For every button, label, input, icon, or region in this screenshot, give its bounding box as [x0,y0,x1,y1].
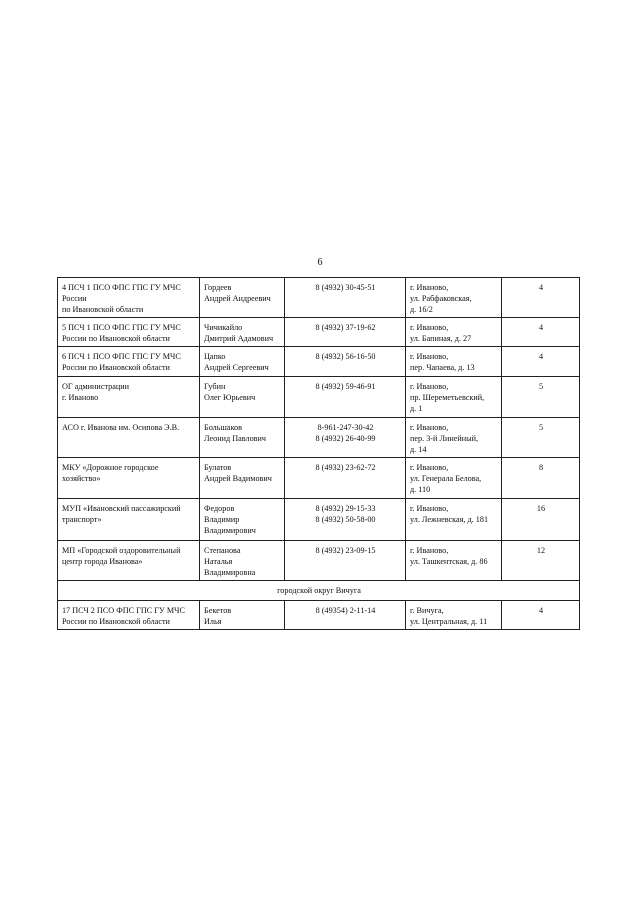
address-line: ул. Генерала Белова, [410,474,482,483]
address-cell [406,601,502,630]
contact-name-line: Степанова [204,546,241,555]
phone-line: 8 (4932) 26-40-99 [315,434,376,443]
table-row [58,318,580,347]
contact-name-line: Чичикайло [204,323,243,332]
phone-line: 8 (4932) 23-09-15 [315,546,376,555]
address-line: г. Иваново, [410,504,449,513]
organization-line: МП «Городской оздоровительный [62,546,181,555]
contact-name-cell [200,601,285,630]
address-line: пер. Чапаева, д. 13 [410,363,475,372]
contact-name-cell [200,377,285,418]
organization-cell [58,377,200,418]
contact-name-line: Бекетов [204,606,232,615]
table-row [58,541,580,581]
count-cell: 12 [502,541,580,581]
address-cell [406,499,502,541]
address-line: г. Иваново, [410,423,449,432]
contact-name-line: Дмитрий Адамович [204,334,274,343]
address-line: ул. Ташкентская, д. 86 [410,557,488,566]
phone-line: 8 (4932) 59-46-91 [315,382,376,391]
phone-cell [285,377,406,418]
contact-name-cell [200,347,285,377]
address-line: д. 16/2 [410,305,433,314]
contact-name-cell [200,418,285,458]
phone-cell [285,541,406,581]
organization-cell [58,541,200,581]
address-cell [406,278,502,318]
contact-name-line: Андрей Андреевич [204,294,271,303]
address-cell [406,541,502,581]
contact-name-cell [200,499,285,541]
organization-line: центр города Иванова» [62,557,143,566]
count-cell: 5 [502,418,580,458]
contact-name-line: Андрей Сергеевич [204,363,269,372]
contact-name-line: Цапко [204,352,226,361]
organization-cell [58,318,200,347]
phone-line: 8 (4932) 23-62-72 [315,463,376,472]
address-line: ул. Бапиная, д. 27 [410,334,472,343]
organization-line: по Ивановской области [62,305,144,314]
contact-name-cell [200,278,285,318]
phone-line: 8 (49354) 2-11-14 [315,606,376,615]
organization-line: России по Ивановской области [62,617,170,626]
address-line: г. Иваново, [410,283,449,292]
contact-name-line: Губин [204,382,226,391]
organization-cell [58,347,200,377]
contact-name-line: Владимировна [204,568,256,577]
phone-cell [285,318,406,347]
contact-name-line: Наталья [204,557,233,566]
organization-cell [58,601,200,630]
section-row [58,581,580,601]
section-heading: городской округ Вичуга [58,581,580,601]
count-cell: 8 [502,458,580,499]
count-cell: 4 [502,278,580,318]
phone-cell [285,499,406,541]
table-row [58,377,580,418]
address-cell [406,418,502,458]
address-line: г. Вичуга, [410,606,444,615]
organization-line: 6 ПСЧ 1 ПСО ФПС ГПС ГУ МЧС [62,352,181,361]
organization-line: 4 ПСЧ 1 ПСО ФПС ГПС ГУ МЧС [62,283,181,292]
contact-name-cell [200,541,285,581]
table-row [58,458,580,499]
organization-line: ОГ администрации [62,382,130,391]
contact-name-line: Владимир [204,515,240,524]
contact-name-line: Булатов [204,463,232,472]
address-line: ул. Лежневская, д. 181 [410,515,489,524]
address-line: ул. Центральная, д. 11 [410,617,488,626]
contact-name-line: Олег Юрьевич [204,393,256,402]
phone-cell [285,418,406,458]
address-cell [406,347,502,377]
count-cell: 5 [502,377,580,418]
organization-cell [58,278,200,318]
address-line: г. Иваново, [410,546,449,555]
organization-line: России по Ивановской области [62,334,170,343]
address-line: г. Иваново, [410,323,449,332]
contacts-table-body [58,278,580,630]
count-cell: 4 [502,601,580,630]
phone-cell [285,601,406,630]
organization-line: 17 ПСЧ 2 ПСО ФПС ГПС ГУ МЧС [62,606,185,615]
contact-name-line: Андрей Вадимович [204,474,272,483]
organization-line: транспорт» [62,515,102,524]
table-row [58,418,580,458]
address-line: г. Иваново, [410,463,449,472]
address-line: ул. Рабфаковская, [410,294,472,303]
organization-line: г. Иваново [62,393,99,402]
count-cell: 16 [502,499,580,541]
table-row [58,278,580,318]
address-cell [406,318,502,347]
contact-name-line: Гордеев [204,283,232,292]
contact-name-cell [200,458,285,499]
organization-line: МКУ «Дорожное городское [62,463,159,472]
organization-line: России по Ивановской области [62,363,170,372]
address-line: пер. 3-й Линейный, [410,434,479,443]
address-cell [406,377,502,418]
address-line: г. Иваново, [410,352,449,361]
address-line: пр. Шереметьевский, [410,393,485,402]
address-line: г. Иваново, [410,382,449,391]
count-cell: 4 [502,318,580,347]
phone-line: 8 (4932) 50-58-00 [315,515,376,524]
phone-cell [285,278,406,318]
page-number: 6 [317,257,323,268]
table-row [58,499,580,541]
organization-line: 5 ПСЧ 1 ПСО ФПС ГПС ГУ МЧС [62,323,181,332]
phone-line: 8-961-247-30-42 [317,423,374,432]
contact-name-line: Владимирович [204,526,256,535]
contacts-table [57,277,580,630]
contact-name-cell [200,318,285,347]
organization-line: МУП «Ивановский пассажирский [62,504,181,513]
phone-cell [285,458,406,499]
address-line: д. 1 [410,404,423,413]
organization-line: хозяйство» [62,474,101,483]
organization-cell [58,458,200,499]
organization-cell [58,418,200,458]
organization-line: России [62,294,87,303]
table-row [58,601,580,630]
address-line: д. 110 [410,485,431,494]
organization-cell [58,499,200,541]
phone-cell [285,347,406,377]
address-line: д. 14 [410,445,427,454]
phone-line: 8 (4932) 29-15-33 [315,504,376,513]
phone-line: 8 (4932) 30-45-51 [315,283,376,292]
phone-line: 8 (4932) 56-16-50 [315,352,376,361]
organization-line: АСО г. Иванова им. Осипова Э.В. [62,423,180,432]
table-row [58,347,580,377]
contact-name-line: Леонид Павлович [204,434,267,443]
count-cell: 4 [502,347,580,377]
address-cell [406,458,502,499]
contact-name-line: Илья [204,617,222,626]
contact-name-line: Большаков [204,423,242,432]
contact-name-line: Федоров [204,504,235,513]
phone-line: 8 (4932) 37-19-62 [315,323,376,332]
